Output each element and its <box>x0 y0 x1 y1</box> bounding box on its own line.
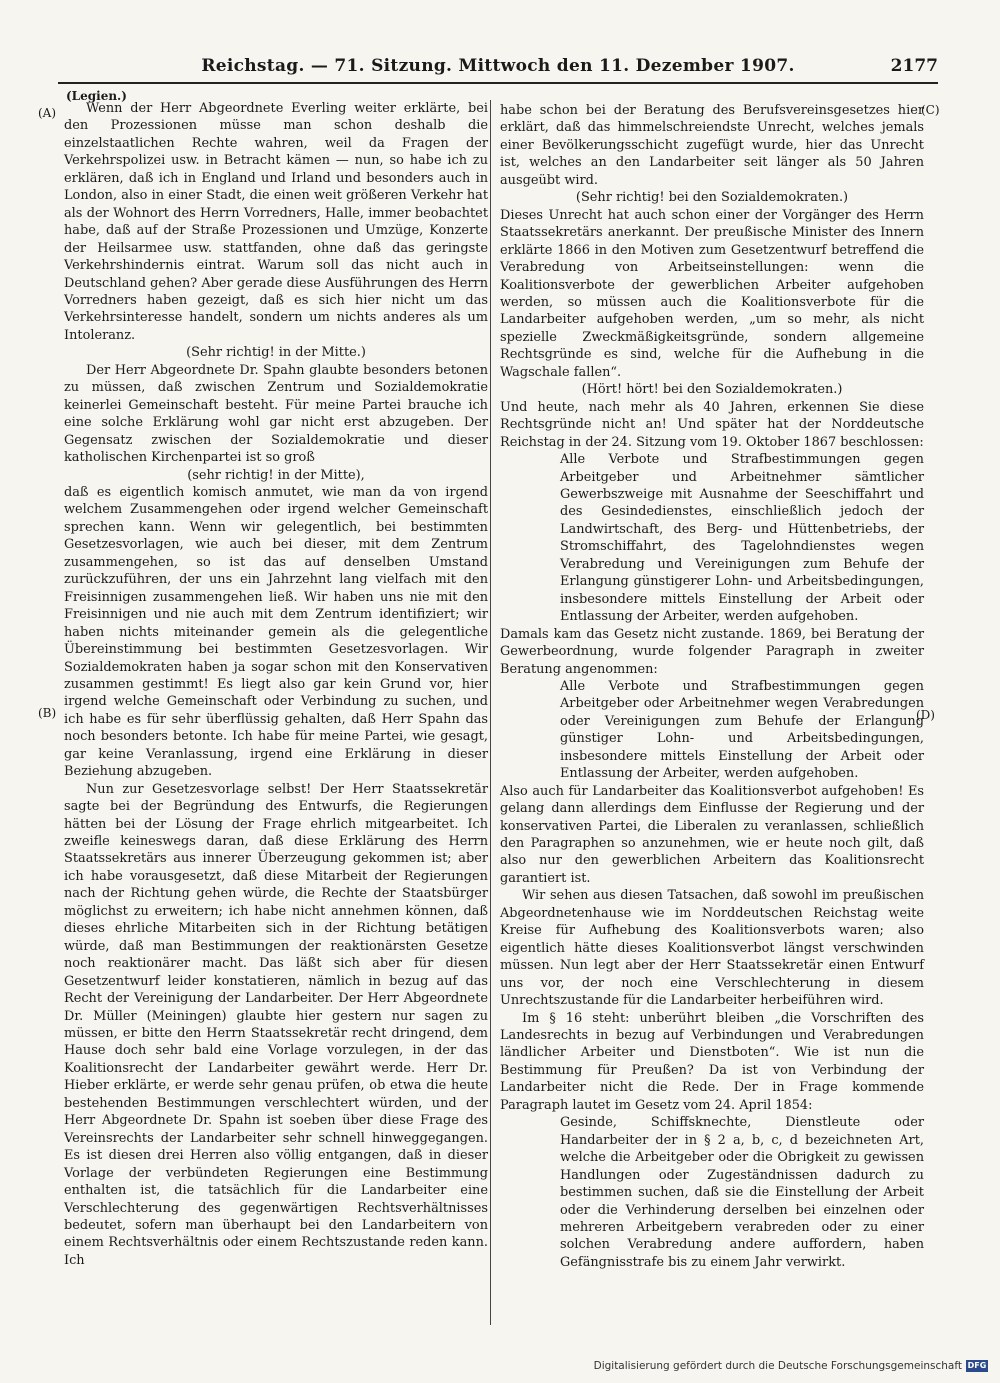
paragraph: Der Herr Abgeordnete Dr. Spahn glaubte besonders betonen zu müssen, daß zwischen Zentrum und Sozialdemokratie keinerlei Gemeinschaft besteht. Für meine Partei brauche ich eine solche Erklärung wohl gar nicht erst abzugeben. Der Gegensatz zwischen der Sozialdemokratie und dieser katholischen Kirchenpartei ist so groß <box>64 362 488 466</box>
column-divider <box>490 100 491 1325</box>
paragraph: Also auch für Landarbeiter das Koalitionsverbot aufgehoben! Es gelang dann allerdings dem Einflusse der Regierung und der konservativen Partei, die Liberalen zu veranlassen, schließlich den Paragraphen so anzunehmen, wie er heute noch gilt, daß also nur den gewerblichen Arbeitern das Koalitionsrecht garantiert ist. <box>500 783 924 886</box>
speaker-tag: (Legien.) <box>66 89 127 103</box>
footer-credit: Digitalisierung gefördert durch die Deutsche Forschungsgemeinschaft <box>593 1360 962 1372</box>
page-header <box>58 56 938 84</box>
footer <box>594 1357 988 1375</box>
margin-marker-d: (D) <box>916 708 935 722</box>
quoted-law-text: Gesinde, Schiffsknechte, Dienstleute oder Handarbeiter der in § 2 a, b, c, d bezeichneten Art, welche die Arbeitgeber oder die Obrigkeit zu gewissen Handlungen oder Zugeständnissen dadurch zu bestimmen suchen, daß sie die Einstellung der Arbeit oder die Verhinderung derselben bei einzelnen oder mehreren Arbeitgebern verabreden oder zu einer solchen Verabredung andere auffordern, haben Gefängnisstrafe bis zu einem Jahr verwirkt. <box>560 1115 924 1270</box>
paragraph: Im § 16 steht: unberührt bleiben „die Vorschriften des Landesrechts in bezug auf Verbindungen und Verabredungen ländlicher Arbeiter und Dienstboten“. Wie ist nun die Bestimmung für Preußen? Da ist von Verbindung der Landarbeiter nicht die Rede. Der in Frage kommende Paragraph lautet im Gesetz vom 24. April 1854: <box>500 1010 924 1113</box>
right-column <box>500 102 924 1271</box>
paragraph: daß es eigentlich komisch anmutet, wie man da von irgend welchem Zusammengehen oder irgend welcher Gemeinschaft sprechen kann. Wenn wir gelegentlich, bei bestimmten Gesetzesvorlagen, wie auch bei dieser, mit dem Zentrum zusammengehen, so ist das auf denselben Umstand zurückzuführen, der uns ein Jahrzehnt lang vielfach mit den Freisinnigen zusammengehen ließ. Wir haben uns nie mit den Freisinnigen und nie auch mit dem Zentrum identifiziert; wir haben nichts miteinander gemein als die gelegentliche Übereinstimmung bei bestimmten Gesetzesvorlagen. Wir Sozialdemokraten haben ja sogar schon mit den Konservativen zusammen gestimmt! Es liegt also gar kein Grund vor, hier irgend welche Gemeinschaft oder Verbindung zu suchen, und ich habe es für sehr überflüssig gehalten, daß Herr Spahn das noch besonders betonte. Ich habe für meine Partei, wie gesagt, gar keine Veranlassung, irgend eine Erklärung in dieser Beziehung abzugeben. <box>64 484 488 780</box>
paragraph: habe schon bei der Beratung des Berufsvereinsgesetzes hier erklärt, daß das himmelschreiendste Unrecht, welches jemals einer Bevölkerungsschicht zugefügt wurde, hier das Unrecht ist, welches an den Landarbeiter seit länger als 50 Jahren ausgeübt wird. <box>500 103 924 188</box>
paragraph: Und heute, nach mehr als 40 Jahren, erkennen Sie diese Rechtsgründe nicht an! Und später hat der Norddeutsche Reichstag in der 24. Sitzung vom 19. Oktober 1867 beschlossen: <box>500 399 924 450</box>
paragraph: Damals kam das Gesetz nicht zustande. 1869, bei Beratung der Gewerbeordnung, wurde folgender Paragraph in zweiter Beratung angenommen: <box>500 626 924 677</box>
paragraph: Wenn der Herr Abgeordnete Everling weiter erklärte, bei den Prozessionen müsse man schon deshalb die einzelstaatlichen Rechte wahren, weil da Fragen der Verkehrspolizei usw. in Betracht kämen — nun, so habe ich zu erklären, daß ich in England und Irland und besonders auch in London, also in einer Stadt, die einen weit größeren Verkehr hat als der Wohnort des Herrn Vorredners, Halle, immer beobachtet habe, daß auf der Straße Prozessionen und Umzüge, Konzerte der Heilsarmee usw. stattfanden, ohne daß das geringste Verkehrshindernis eintrat. Warum soll das nicht auch in Deutschland gehen? Aber gerade diese Ausführungen des Herrn Vorredners haben gezeigt, daß es sich hier nicht um das Verkehrsinteresse handelt, sondern um nichts anderes als um Intoleranz. <box>64 101 488 343</box>
margin-marker-c: (C) <box>921 103 940 117</box>
left-column <box>64 100 488 1269</box>
paragraph: Nun zur Gesetzesvorlage selbst! Der Herr Staatssekretär sagte bei der Begründung des Entwurfs, die Regierungen hätten bei der Lösung der Frage ehrlich mitgearbeitet. Ich zweifle keineswegs daran, daß diese Erklärung des Herrn Staatssekretärs aus innerer Überzeugung gekommen ist; aber ich habe vorausgesetzt, daß diese Mitarbeit der Regierungen nach der Richtung gehen würde, die Rechte der Staatsbürger möglichst zu erweitern; ich habe nicht annehmen können, daß dieses ehrliche Mitarbeiten sich in der Richtung betätigen würde, daß man Bestimmungen der reaktionärsten Gesetze noch reaktionärer macht. Das läßt sich aber für diesen Gesetzentwurf leider konstatieren, nämlich in bezug auf das Recht der Vereinigung der Landarbeiter. Der Herr Abgeordnete Dr. Müller (Meiningen) glaubte hier gestern nur sagen zu müssen, er bitte den Herrn Staatssekretär recht dringend, dem Hause doch sehr bald eine Vorlage vorzulegen, in der das Koalitionsrecht der Landarbeiter gewährt werde. Herr Dr. Hieber erklärte, er werde sehr genau prüfen, ob etwa die heute bestehenden Bestimmungen verschlechtert würden, und der Herr Abgeordnete Dr. Spahn ist soeben über diese Frage des Vereinsrechts der Landarbeiter sehr schnell hinweggegangen. Es ist diesen drei Herren also völlig entgangen, daß in dieser Vorlage der verbündeten Regierungen eine Bestimmung enthalten ist, die tatsächlich für die Landarbeiter eine Verschlechterung des gegenwärtigen Rechtsverhältnisses bedeutet, sofern man überhaupt bei den Landarbeitern von einem Rechtsverhältnis oder einem Rechtszustande reden kann. Ich <box>64 781 488 1268</box>
margin-marker-b: (B) <box>38 706 57 720</box>
interjection: (Hört! hört! bei den Sozialdemokraten.) <box>581 382 843 398</box>
interjection: (Sehr richtig! in der Mitte.) <box>186 345 366 361</box>
margin-marker-a: (A) <box>38 106 57 120</box>
paragraph: Wir sehen aus diesen Tatsachen, daß sowohl im preußischen Abgeordnetenhause wie im Norddeutschen Reichstag weite Kreise für Aufhebung des Koalitionsverbots waren; also eigentlich hätte dieses Koalitionsverbot längst verschwinden müssen. Nun legt aber der Herr Staatssekretär einen Entwurf uns vor, der noch eine Verschlechterung in diesem Unrechtszustande für die Landarbeiter herbeiführen wird. <box>500 888 924 1009</box>
interjection: (Sehr richtig! bei den Sozialdemokraten.) <box>575 190 849 206</box>
quoted-law-text: Alle Verbote und Strafbestimmungen gegen Arbeitgeber und Arbeitnehmer sämtlicher Gewerbszweige mit Ausnahme der Seeschiffahrt und des Gesindedienstes, einschließlich jedoch der Landwirtschaft, des Berg- und Hüttenbetriebs, der Stromschiffahrt, des Tagelohndienstes wegen Verabredung und Vereinigungen zum Behufe der Erlangung günstigerer Lohn- und Arbeitsbedingungen, insbesondere mittels Einstellung der Arbeit oder Entlassung der Arbeiter, werden aufgehoben. <box>560 452 924 625</box>
paragraph: Dieses Unrecht hat auch schon einer der Vorgänger des Herrn Staatssekretärs anerkannt. Der preußische Minister des Innern erklärte 1866 in den Motiven zum Gesetzentwurf betreffend die Verabredung von Arbeitseinstellungen: wenn die Koalitionsverbote der gewerblichen Arbeiter aufgehoben werden, so müssen auch die Koalitionsverbote für die Landarbeiter aufgehoben werden, „um so mehr, als nicht spezielle Zweckmäßigkeitsgründe, sondern allgemeine Rechtsgründe es sind, welche für die Aufhebung in die Wagschale fallen“. <box>500 207 924 380</box>
interjection: (sehr richtig! in der Mitte), <box>187 467 365 483</box>
quoted-law-text: Alle Verbote und Strafbestimmungen gegen Arbeitgeber oder Arbeitnehmer wegen Verabredungen oder Vereinigungen zum Behufe der Erlangung günstiger Lohn- und Arbeitsbedingungen, insbesondere mittels Einstellung der Arbeit oder Entlassung der Arbeiter, werden aufgehoben. <box>560 678 924 782</box>
page-number: 2177 <box>890 56 938 76</box>
header-title: Reichstag. — 71. Sitzung. Mittwoch den 11. Dezember 1907. <box>201 56 795 76</box>
dfg-logo-icon: DFG <box>967 1361 987 1370</box>
